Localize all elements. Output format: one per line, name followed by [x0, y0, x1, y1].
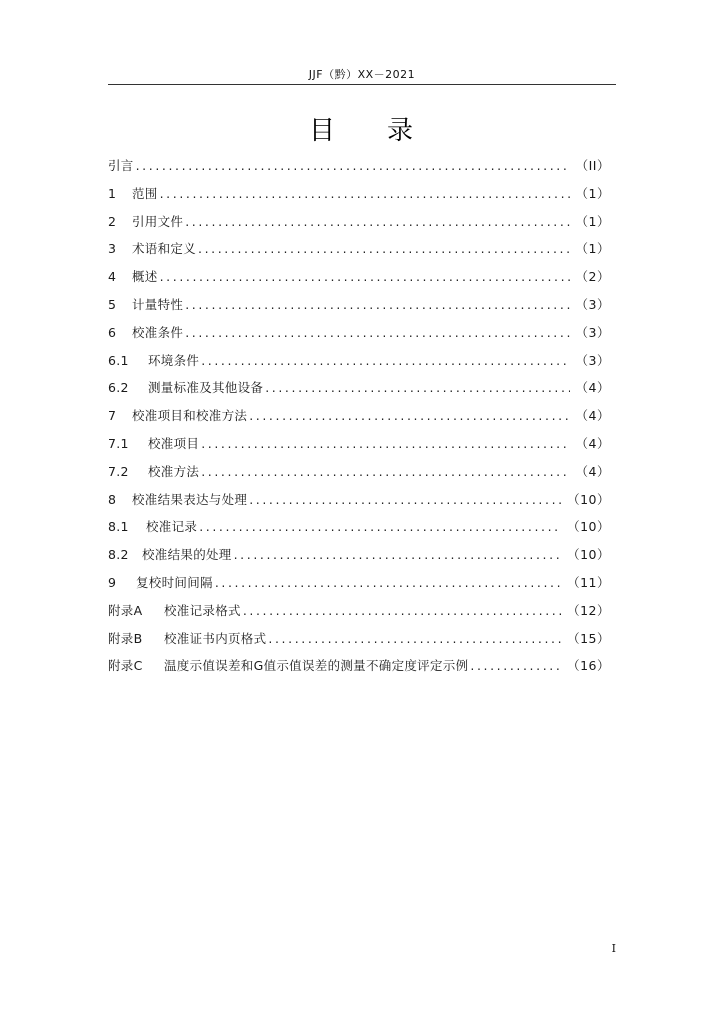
toc-title-char-2: 录 — [387, 116, 416, 146]
toc-entry-label: 9 复校时间间隔 — [108, 574, 213, 590]
toc-dot-leader — [470, 658, 561, 673]
toc-dot-leader — [201, 464, 569, 479]
toc-entry-label: 7 校准项目和校准方法 — [108, 408, 248, 424]
toc-title — [108, 110, 616, 147]
toc-entry-page: （4） — [575, 408, 610, 424]
toc-entry-page: （12） — [567, 602, 610, 618]
toc-dot-leader — [268, 631, 561, 646]
toc-dot-leader — [185, 297, 569, 312]
toc-entry-label: 5 计量特性 — [108, 296, 184, 312]
toc-entry-page: （3） — [575, 352, 610, 368]
toc-entry-label: 6 校准条件 — [108, 324, 184, 340]
toc-entry-page: （16） — [567, 658, 610, 674]
toc-dot-leader — [199, 519, 561, 534]
toc-entry-7[interactable] — [108, 406, 610, 434]
toc-entry-label: 附录B 校准证书内页格式 — [108, 630, 267, 646]
toc-dot-leader — [198, 241, 570, 256]
toc-entry-label: 4 概述 — [108, 269, 158, 285]
toc-dot-leader — [215, 575, 561, 590]
toc-dot-leader — [185, 325, 569, 340]
toc-entry-label: 6.2 测量标准及其他设备 — [108, 380, 264, 396]
toc-entry-page: （4） — [575, 435, 610, 451]
toc-entry-label: 8 校准结果表达与处理 — [108, 491, 248, 507]
toc-entry-page: （10） — [567, 519, 610, 535]
running-header: JJF（黔）XX－2021 — [308, 68, 416, 81]
toc-entry-page: （4） — [575, 463, 610, 479]
toc-entry-6-2[interactable] — [108, 378, 610, 406]
toc-dot-leader — [160, 269, 570, 284]
toc-entry-intro[interactable] — [108, 156, 610, 184]
toc-dot-leader — [249, 408, 569, 423]
page-number: I — [611, 942, 616, 955]
toc-entry-page: （3） — [575, 324, 610, 340]
toc-entry-5[interactable] — [108, 295, 610, 323]
toc-entry-9[interactable] — [108, 573, 610, 601]
toc-entry-appendix-c[interactable] — [108, 656, 610, 684]
toc-entry-label: 1 范围 — [108, 185, 158, 201]
toc-dot-leader — [265, 380, 569, 395]
toc-entry-3[interactable] — [108, 239, 610, 267]
toc-entry-6-1[interactable] — [108, 351, 610, 379]
toc-entry-7-1[interactable] — [108, 434, 610, 462]
toc-entry-page: （II） — [575, 158, 610, 173]
toc-entry-label: 引言 — [108, 158, 134, 173]
toc-dot-leader — [201, 436, 569, 451]
toc-dot-leader — [243, 603, 561, 618]
toc-entry-page: （1） — [575, 213, 610, 229]
toc-entry-label: 附录C 温度示值误差和G值示值误差的测量不确定度评定示例 — [108, 658, 469, 674]
toc-dot-leader — [234, 547, 561, 562]
toc-entry-4[interactable] — [108, 267, 610, 295]
toc-entry-label: 7.1 校准项目 — [108, 435, 200, 451]
toc-entry-1[interactable] — [108, 184, 610, 212]
toc-title-char-1: 目 — [308, 116, 337, 146]
toc-entry-8-2[interactable] — [108, 545, 610, 573]
toc-entry-8[interactable] — [108, 490, 610, 518]
toc-dot-leader — [160, 186, 570, 201]
toc-entry-page: （10） — [567, 491, 610, 507]
toc-entry-appendix-b[interactable] — [108, 629, 610, 657]
toc-entry-page: （10） — [567, 547, 610, 563]
toc-entry-8-1[interactable] — [108, 517, 610, 545]
toc-entry-page: （1） — [575, 185, 610, 201]
toc-entry-7-2[interactable] — [108, 462, 610, 490]
toc-entry-label: 6.1 环境条件 — [108, 352, 200, 368]
toc-entry-label: 3 术语和定义 — [108, 241, 197, 257]
toc-dot-leader — [249, 492, 561, 507]
toc-entry-label: 7.2 校准方法 — [108, 463, 200, 479]
toc-entry-label: 8.2 校准结果的处理 — [108, 547, 232, 563]
toc-entry-page: （15） — [567, 630, 610, 646]
toc-entry-page: （3） — [575, 296, 610, 312]
toc-dot-leader — [136, 158, 570, 173]
toc-entry-page: （11） — [567, 574, 610, 590]
toc-entry-page: （4） — [575, 380, 610, 396]
toc-entry-6[interactable] — [108, 323, 610, 351]
toc-entry-2[interactable] — [108, 212, 610, 240]
toc-list — [108, 156, 610, 684]
toc-entry-page: （2） — [575, 269, 610, 285]
toc-entry-page: （1） — [575, 241, 610, 257]
toc-dot-leader — [201, 353, 569, 368]
toc-entry-appendix-a[interactable] — [108, 601, 610, 629]
toc-entry-label: 附录A 校准记录格式 — [108, 602, 241, 618]
header-divider — [108, 84, 616, 85]
toc-dot-leader — [185, 214, 569, 229]
toc-entry-label: 8.1 校准记录 — [108, 519, 198, 535]
toc-entry-label: 2 引用文件 — [108, 213, 184, 229]
